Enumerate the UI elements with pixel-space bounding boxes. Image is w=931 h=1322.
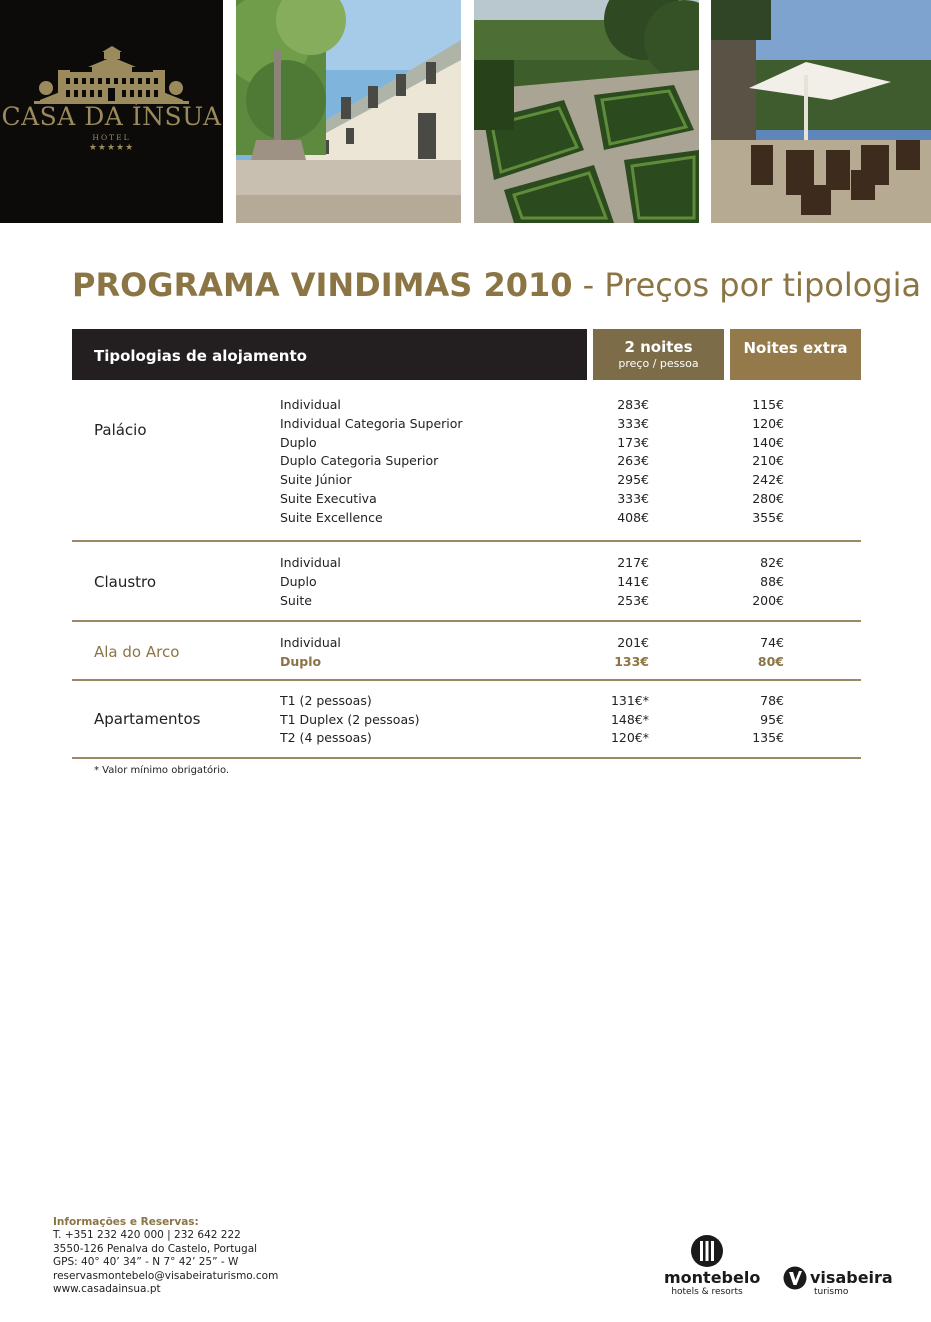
price-two-nights: 408€ <box>617 510 649 525</box>
table-row <box>72 435 861 454</box>
photo-banner <box>0 0 931 223</box>
table-row <box>72 730 861 749</box>
montebelo-sub: hotels & resorts <box>671 1287 743 1297</box>
contact-email[interactable]: reservasmontebelo@visabeiraturismo.com <box>53 1269 279 1282</box>
group-name: Apartamentos <box>94 710 201 728</box>
group-name: Palácio <box>94 421 147 439</box>
contact-website[interactable]: www.casadainsua.pt <box>53 1283 161 1296</box>
table-row <box>72 416 861 435</box>
header-type-column: Tipologias de alojamento <box>72 329 587 380</box>
room-type: Duplo Categoria Superior <box>280 453 439 468</box>
logo-stars: ★★★★★ <box>88 143 135 153</box>
price-two-nights: 283€ <box>617 397 649 412</box>
title-light: - Preços por tipologia <box>572 266 922 304</box>
price-two-nights: 253€ <box>617 593 649 608</box>
price-two-nights: 148€* <box>610 712 649 727</box>
price-two-nights: 120€* <box>610 730 649 745</box>
room-type: Individual <box>280 635 341 650</box>
montebelo-name: montebelo <box>664 1268 761 1287</box>
price-two-nights: 333€ <box>617 416 649 431</box>
price-two-nights: 173€ <box>617 435 649 450</box>
price-two-nights: 333€ <box>617 491 649 506</box>
visabeira-name: visabeira <box>810 1268 893 1287</box>
price-extra-night: 355€ <box>752 510 784 525</box>
group-divider <box>72 620 861 622</box>
table-row <box>72 693 861 712</box>
contact-gps: GPS: 40° 40’ 34” - N 7° 42’ 25” - W <box>53 1256 239 1269</box>
price-extra-night: 115€ <box>752 397 784 412</box>
group-divider <box>72 757 861 759</box>
price-extra-night: 140€ <box>752 435 784 450</box>
room-type: Individual Categoria Superior <box>280 416 463 431</box>
table-row <box>72 574 861 593</box>
page-title <box>72 266 921 304</box>
price-two-nights: 141€ <box>617 574 649 589</box>
photo-terrace <box>711 0 931 223</box>
price-extra-night: 95€ <box>760 712 784 727</box>
price-extra-night: 78€ <box>760 693 784 708</box>
header-two-nights-column <box>593 329 724 380</box>
price-extra-night: 210€ <box>752 453 784 468</box>
logo-name: CASA DA ÍNSUA <box>1 102 222 131</box>
price-extra-night: 280€ <box>752 491 784 506</box>
contact-info <box>53 1216 278 1296</box>
table-row-highlighted <box>72 654 861 673</box>
table-row <box>72 712 861 731</box>
footnote: * Valor mínimo obrigatório. <box>94 765 230 776</box>
table-row <box>72 510 861 529</box>
table-row <box>72 555 861 574</box>
room-type: Suite <box>280 593 312 608</box>
room-type: Suite Excellence <box>280 510 383 525</box>
room-type: Duplo <box>280 654 322 669</box>
group-name: Ala do Arco <box>94 643 180 661</box>
table-row <box>72 593 861 612</box>
contact-phone: T. +351 232 420 000 | 232 642 222 <box>53 1229 241 1242</box>
room-type: Duplo <box>280 435 317 450</box>
room-type: Suite Executiva <box>280 491 377 506</box>
table-row <box>72 491 861 510</box>
room-type: Suite Júnior <box>280 472 352 487</box>
header-extra-nights-column: Noites extra <box>730 329 861 380</box>
logo-subtitle: HOTEL <box>92 133 131 142</box>
group-divider <box>72 679 861 681</box>
visabeira-sub: turismo <box>814 1287 849 1297</box>
price-extra-night: 88€ <box>760 574 784 589</box>
price-extra-night: 242€ <box>752 472 784 487</box>
title-bold: PROGRAMA VINDIMAS 2010 <box>72 266 573 304</box>
price-two-nights: 295€ <box>617 472 649 487</box>
table-row <box>72 453 861 472</box>
group-name: Claustro <box>94 573 157 591</box>
price-extra-night: 200€ <box>752 593 784 608</box>
header-two-nights-label: 2 noites <box>624 338 693 356</box>
price-extra-night: 135€ <box>752 730 784 745</box>
contact-address: 3550-126 Penalva do Castelo, Portugal <box>53 1242 258 1255</box>
montebelo-logo <box>664 1234 761 1297</box>
room-type: T2 (4 pessoas) <box>280 730 372 745</box>
price-two-nights: 133€ <box>614 654 649 669</box>
price-two-nights: 131€* <box>610 693 649 708</box>
photo-garden <box>474 0 699 223</box>
visabeira-emblem-icon <box>783 1266 807 1290</box>
palace-emblem-icon <box>0 0 223 110</box>
hotel-logo <box>0 0 223 223</box>
price-extra-night: 120€ <box>752 416 784 431</box>
room-type: T1 Duplex (2 pessoas) <box>280 712 420 727</box>
price-extra-night: 74€ <box>760 635 784 650</box>
price-two-nights: 201€ <box>617 635 649 650</box>
price-two-nights: 217€ <box>617 555 649 570</box>
price-two-nights: 263€ <box>617 453 649 468</box>
header-two-nights-sub: preço / pessoa <box>618 357 699 370</box>
table-row <box>72 635 861 654</box>
room-type: Duplo <box>280 574 317 589</box>
photo-courtyard <box>236 0 461 223</box>
table-row <box>72 397 861 416</box>
price-extra-night: 80€ <box>757 654 784 669</box>
price-extra-night: 82€ <box>760 555 784 570</box>
room-type: T1 (2 pessoas) <box>280 693 372 708</box>
montebelo-emblem-icon <box>690 1234 724 1268</box>
table-row <box>72 472 861 491</box>
group-divider <box>72 540 861 542</box>
room-type: Individual <box>280 555 341 570</box>
contact-title: Informações e Reservas: <box>53 1216 199 1228</box>
room-type: Individual <box>280 397 341 412</box>
